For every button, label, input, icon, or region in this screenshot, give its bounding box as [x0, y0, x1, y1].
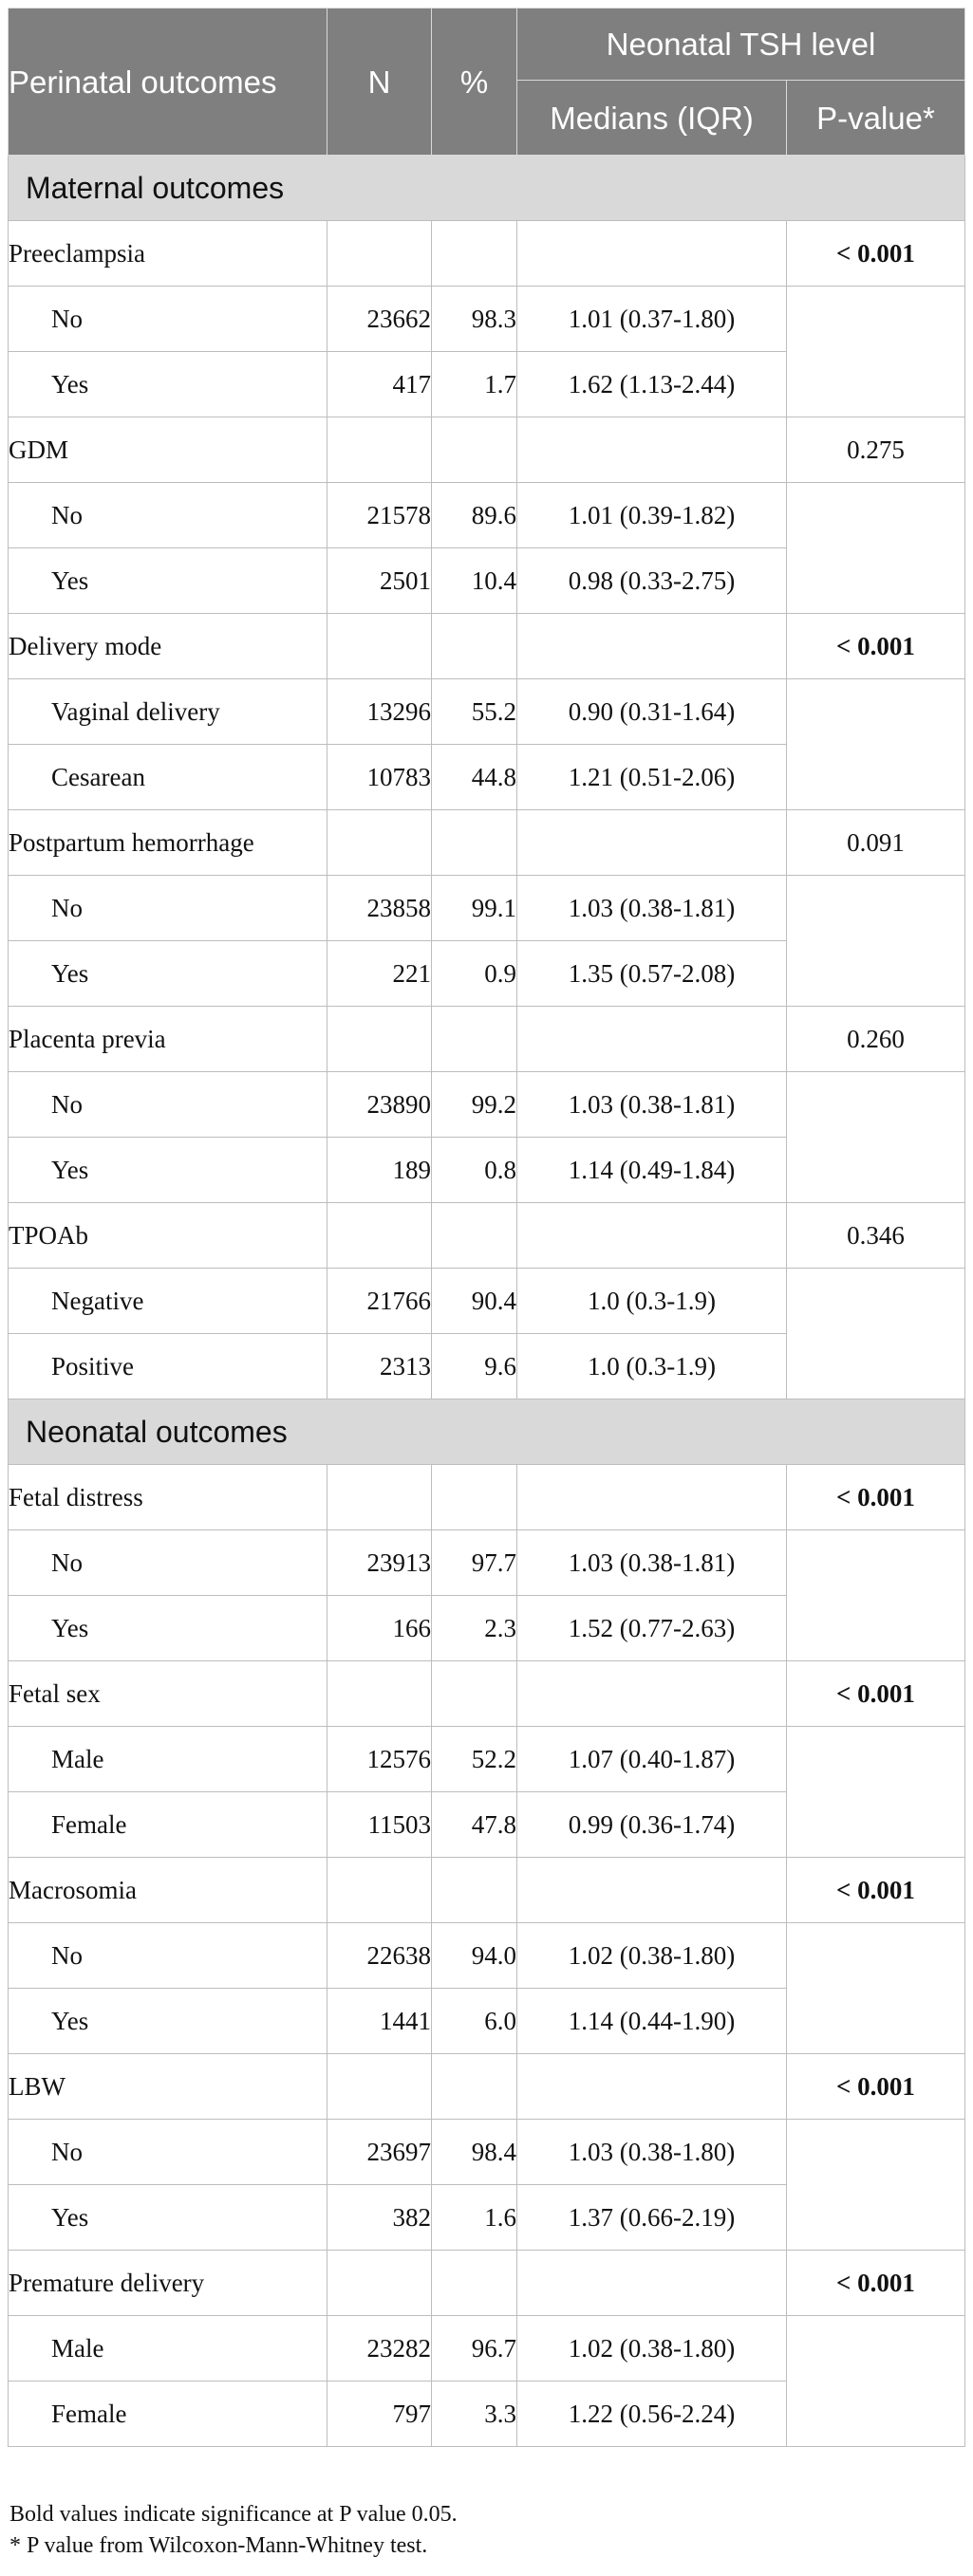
category-label: Positive	[9, 1334, 327, 1399]
n-cell-empty	[327, 1203, 432, 1269]
percent-value: 0.9	[432, 941, 517, 1007]
percent-value: 47.8	[432, 1792, 517, 1858]
p-value: < 0.001	[787, 1465, 965, 1530]
n-cell-empty	[327, 810, 432, 876]
n-value: 23890	[327, 1072, 432, 1138]
n-value: 11503	[327, 1792, 432, 1858]
percent-value: 2.3	[432, 1596, 517, 1661]
footnote-wilcoxon-test: * P value from Wilcoxon-Mann-Whitney test.	[9, 2533, 428, 2558]
n-cell-empty	[327, 221, 432, 287]
outcome-group-row	[9, 1858, 965, 1923]
table-footnotes	[9, 2499, 458, 2562]
percent-value: 44.8	[432, 745, 517, 810]
table-row	[9, 483, 965, 548]
table-row	[9, 1530, 965, 1596]
p-value: 0.275	[787, 417, 965, 483]
category-label: No	[9, 2120, 327, 2185]
n-value: 2313	[327, 1334, 432, 1399]
p-value-empty	[787, 2316, 965, 2447]
header-medians-iqr: Medians (IQR)	[517, 81, 787, 156]
table-body	[9, 156, 965, 2447]
p-value: < 0.001	[787, 2251, 965, 2316]
percent-value: 6.0	[432, 1989, 517, 2054]
outcome-name: TPOAb	[9, 1203, 327, 1269]
outcome-name: Preeclampsia	[9, 221, 327, 287]
outcome-name: LBW	[9, 2054, 327, 2120]
n-cell-empty	[327, 1007, 432, 1072]
median-iqr-value: 0.99 (0.36-1.74)	[517, 1792, 787, 1858]
p-value: 0.091	[787, 810, 965, 876]
category-label: Yes	[9, 2185, 327, 2251]
median-iqr-value: 1.37 (0.66-2.19)	[517, 2185, 787, 2251]
percent-value: 10.4	[432, 548, 517, 614]
n-value: 10783	[327, 745, 432, 810]
table-row	[9, 876, 965, 941]
percent-cell-empty	[432, 2251, 517, 2316]
percent-value: 99.2	[432, 1072, 517, 1138]
percent-value: 9.6	[432, 1334, 517, 1399]
n-value: 382	[327, 2185, 432, 2251]
median-iqr-value: 1.62 (1.13-2.44)	[517, 352, 787, 417]
p-value-empty	[787, 287, 965, 417]
median-cell-empty	[517, 1203, 787, 1269]
n-value: 23662	[327, 287, 432, 352]
percent-value: 55.2	[432, 679, 517, 745]
table-row	[9, 1727, 965, 1792]
category-label: Female	[9, 2381, 327, 2447]
category-label: Yes	[9, 1138, 327, 1203]
percent-value: 52.2	[432, 1727, 517, 1792]
p-value-empty	[787, 1269, 965, 1399]
outcome-name: Premature delivery	[9, 2251, 327, 2316]
p-value: 0.260	[787, 1007, 965, 1072]
percent-value: 94.0	[432, 1923, 517, 1989]
percent-cell-empty	[432, 1007, 517, 1072]
median-iqr-value: 1.21 (0.51-2.06)	[517, 745, 787, 810]
outcome-group-row	[9, 1661, 965, 1727]
outcome-group-row	[9, 2054, 965, 2120]
category-label: Yes	[9, 1989, 327, 2054]
n-value: 417	[327, 352, 432, 417]
percent-cell-empty	[432, 1858, 517, 1923]
p-value-empty	[787, 1072, 965, 1203]
percent-value: 0.8	[432, 1138, 517, 1203]
median-iqr-value: 1.35 (0.57-2.08)	[517, 941, 787, 1007]
median-cell-empty	[517, 614, 787, 679]
n-value: 22638	[327, 1923, 432, 1989]
n-cell-empty	[327, 417, 432, 483]
median-cell-empty	[517, 417, 787, 483]
footnote-bold-significance: Bold values indicate significance at P value 0.05.	[9, 2502, 458, 2527]
outcome-name: Fetal distress	[9, 1465, 327, 1530]
n-value: 2501	[327, 548, 432, 614]
percent-value: 96.7	[432, 2316, 517, 2381]
median-iqr-value: 1.03 (0.38-1.81)	[517, 876, 787, 941]
table-row	[9, 1269, 965, 1334]
outcome-name: Postpartum hemorrhage	[9, 810, 327, 876]
n-cell-empty	[327, 1465, 432, 1530]
n-value: 21578	[327, 483, 432, 548]
n-value: 13296	[327, 679, 432, 745]
percent-value: 99.1	[432, 876, 517, 941]
n-value: 23282	[327, 2316, 432, 2381]
outcome-name: Fetal sex	[9, 1661, 327, 1727]
median-iqr-value: 1.02 (0.38-1.80)	[517, 1923, 787, 1989]
outcome-group-row	[9, 614, 965, 679]
outcome-group-row	[9, 221, 965, 287]
median-iqr-value: 1.14 (0.44-1.90)	[517, 1989, 787, 2054]
header-n: N	[327, 9, 432, 156]
percent-value: 1.7	[432, 352, 517, 417]
outcome-group-row	[9, 1203, 965, 1269]
median-iqr-value: 1.0 (0.3-1.9)	[517, 1334, 787, 1399]
outcome-group-row	[9, 2251, 965, 2316]
median-iqr-value: 1.03 (0.38-1.81)	[517, 1072, 787, 1138]
median-iqr-value: 1.01 (0.37-1.80)	[517, 287, 787, 352]
outcome-name: GDM	[9, 417, 327, 483]
n-value: 23858	[327, 876, 432, 941]
median-iqr-value: 1.03 (0.38-1.80)	[517, 2120, 787, 2185]
p-value: < 0.001	[787, 614, 965, 679]
category-label: No	[9, 876, 327, 941]
percent-value: 98.4	[432, 2120, 517, 2185]
category-label: No	[9, 1072, 327, 1138]
p-value-empty	[787, 876, 965, 1007]
median-iqr-value: 1.07 (0.40-1.87)	[517, 1727, 787, 1792]
header-p-value: P-value*	[787, 81, 965, 156]
p-value-empty	[787, 1727, 965, 1858]
table-row	[9, 1923, 965, 1989]
n-cell-empty	[327, 1858, 432, 1923]
category-label: Yes	[9, 1596, 327, 1661]
percent-cell-empty	[432, 1465, 517, 1530]
category-label: Cesarean	[9, 745, 327, 810]
p-value-empty	[787, 483, 965, 614]
header-neonatal-tsh-level: Neonatal TSH level	[517, 9, 965, 81]
n-value: 23697	[327, 2120, 432, 2185]
percent-cell-empty	[432, 1661, 517, 1727]
median-cell-empty	[517, 2054, 787, 2120]
category-label: Yes	[9, 941, 327, 1007]
table-row	[9, 1072, 965, 1138]
percent-value: 90.4	[432, 1269, 517, 1334]
category-label: Negative	[9, 1269, 327, 1334]
category-label: No	[9, 1530, 327, 1596]
n-value: 21766	[327, 1269, 432, 1334]
table-row	[9, 2316, 965, 2381]
p-value: < 0.001	[787, 221, 965, 287]
percent-value: 98.3	[432, 287, 517, 352]
median-cell-empty	[517, 1007, 787, 1072]
median-cell-empty	[517, 1661, 787, 1727]
median-iqr-value: 1.02 (0.38-1.80)	[517, 2316, 787, 2381]
p-value-empty	[787, 1923, 965, 2054]
section-title: Maternal outcomes	[9, 156, 965, 221]
median-iqr-value: 0.98 (0.33-2.75)	[517, 548, 787, 614]
percent-value: 89.6	[432, 483, 517, 548]
section-row	[9, 1399, 965, 1465]
table-row	[9, 287, 965, 352]
n-cell-empty	[327, 1661, 432, 1727]
n-value: 166	[327, 1596, 432, 1661]
outcome-group-row	[9, 417, 965, 483]
header-percent: %	[432, 9, 517, 156]
outcome-group-row	[9, 1007, 965, 1072]
percent-value: 97.7	[432, 1530, 517, 1596]
p-value: 0.346	[787, 1203, 965, 1269]
n-value: 797	[327, 2381, 432, 2447]
table-row	[9, 2120, 965, 2185]
median-iqr-value: 0.90 (0.31-1.64)	[517, 679, 787, 745]
percent-cell-empty	[432, 221, 517, 287]
category-label: No	[9, 483, 327, 548]
results-table-container	[8, 8, 964, 2447]
category-label: Vaginal delivery	[9, 679, 327, 745]
percent-cell-empty	[432, 1203, 517, 1269]
median-iqr-value: 1.52 (0.77-2.63)	[517, 1596, 787, 1661]
n-value: 189	[327, 1138, 432, 1203]
category-label: Female	[9, 1792, 327, 1858]
category-label: Male	[9, 2316, 327, 2381]
median-iqr-value: 1.14 (0.49-1.84)	[517, 1138, 787, 1203]
p-value: < 0.001	[787, 2054, 965, 2120]
header-perinatal-outcomes: Perinatal outcomes	[9, 9, 327, 156]
percent-cell-empty	[432, 2054, 517, 2120]
percent-cell-empty	[432, 614, 517, 679]
perinatal-outcomes-table	[8, 8, 965, 2447]
table-row	[9, 679, 965, 745]
n-value: 1441	[327, 1989, 432, 2054]
table-header	[9, 9, 965, 156]
n-cell-empty	[327, 2054, 432, 2120]
category-label: No	[9, 1923, 327, 1989]
median-cell-empty	[517, 810, 787, 876]
section-title: Neonatal outcomes	[9, 1399, 965, 1465]
p-value-empty	[787, 679, 965, 810]
n-cell-empty	[327, 2251, 432, 2316]
outcome-name: Delivery mode	[9, 614, 327, 679]
p-value-empty	[787, 2120, 965, 2251]
median-iqr-value: 1.01 (0.39-1.82)	[517, 483, 787, 548]
median-iqr-value: 1.03 (0.38-1.81)	[517, 1530, 787, 1596]
percent-value: 3.3	[432, 2381, 517, 2447]
category-label: No	[9, 287, 327, 352]
n-value: 23913	[327, 1530, 432, 1596]
median-cell-empty	[517, 2251, 787, 2316]
outcome-group-row	[9, 1465, 965, 1530]
median-cell-empty	[517, 1858, 787, 1923]
median-cell-empty	[517, 221, 787, 287]
outcome-group-row	[9, 810, 965, 876]
category-label: Yes	[9, 352, 327, 417]
n-cell-empty	[327, 614, 432, 679]
section-row	[9, 156, 965, 221]
category-label: Male	[9, 1727, 327, 1792]
outcome-name: Macrosomia	[9, 1858, 327, 1923]
category-label: Yes	[9, 548, 327, 614]
n-value: 221	[327, 941, 432, 1007]
percent-cell-empty	[432, 810, 517, 876]
percent-value: 1.6	[432, 2185, 517, 2251]
p-value: < 0.001	[787, 1661, 965, 1727]
n-value: 12576	[327, 1727, 432, 1792]
percent-cell-empty	[432, 417, 517, 483]
p-value: < 0.001	[787, 1858, 965, 1923]
median-iqr-value: 1.0 (0.3-1.9)	[517, 1269, 787, 1334]
p-value-empty	[787, 1530, 965, 1661]
median-cell-empty	[517, 1465, 787, 1530]
median-iqr-value: 1.22 (0.56-2.24)	[517, 2381, 787, 2447]
outcome-name: Placenta previa	[9, 1007, 327, 1072]
